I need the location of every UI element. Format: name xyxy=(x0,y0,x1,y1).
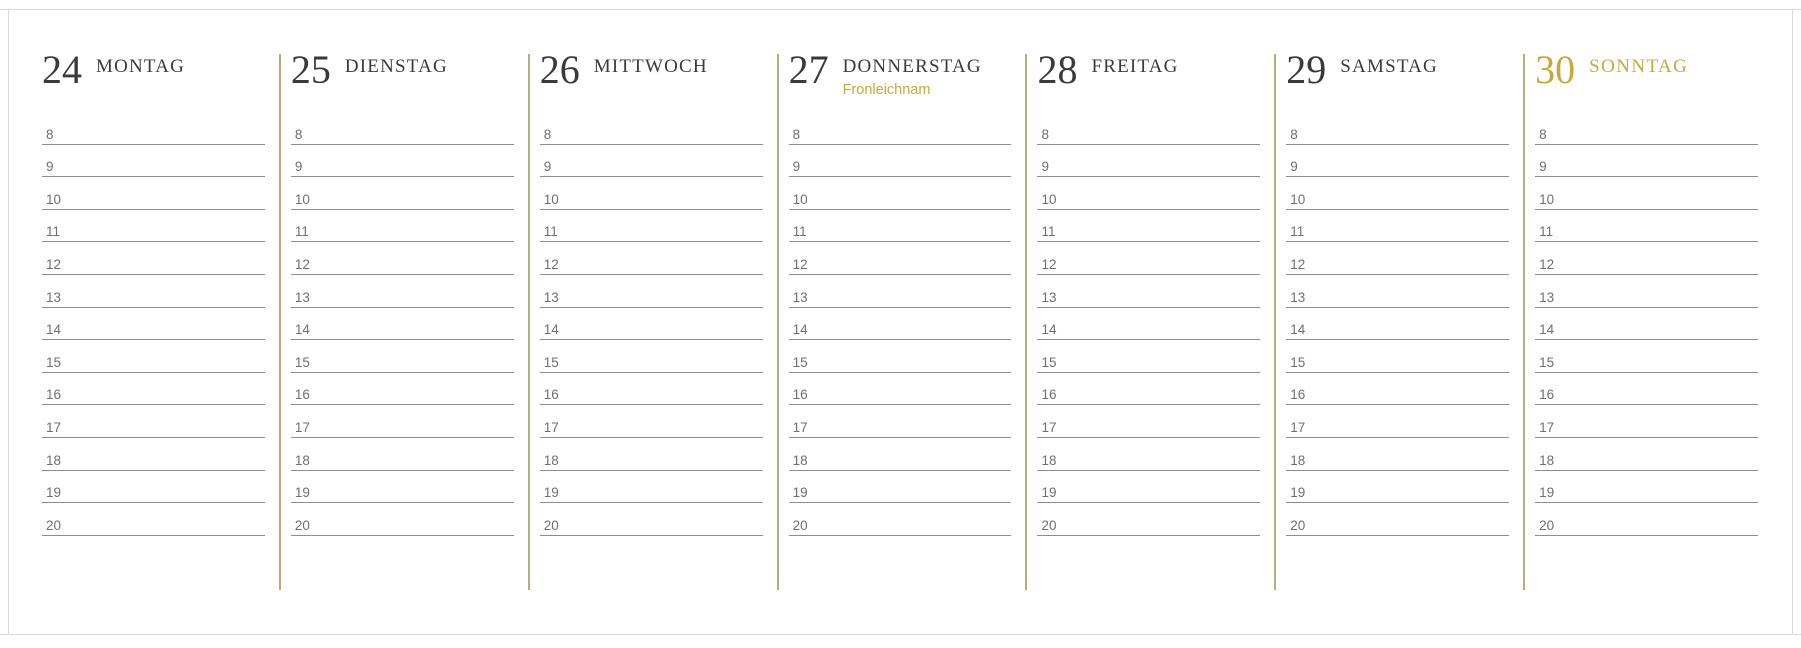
hour-label: 9 xyxy=(1290,159,1298,175)
hour-slot[interactable] xyxy=(291,177,514,210)
hour-line xyxy=(42,535,265,536)
hour-slot[interactable] xyxy=(1286,405,1509,438)
day-number: 26 xyxy=(539,47,580,92)
hour-slot[interactable] xyxy=(291,275,514,308)
hour-slot[interactable] xyxy=(1286,438,1509,471)
hour-label: 11 xyxy=(1539,224,1554,240)
hour-slot[interactable] xyxy=(1535,373,1758,406)
hour-slot[interactable] xyxy=(1286,471,1509,504)
hour-label: 13 xyxy=(294,289,310,305)
hour-label: 16 xyxy=(294,387,310,403)
hour-label: 16 xyxy=(1539,387,1555,403)
hour-label: 14 xyxy=(294,322,310,338)
hour-label: 8 xyxy=(1041,126,1049,142)
hour-label: 12 xyxy=(1041,256,1057,272)
hour-label: 11 xyxy=(1290,224,1305,240)
hour-slot[interactable] xyxy=(291,308,514,341)
hour-slot[interactable] xyxy=(1037,242,1260,275)
day-column-thursday[interactable] xyxy=(777,48,1026,608)
hour-slot[interactable] xyxy=(1286,308,1509,341)
hour-label: 18 xyxy=(543,452,559,468)
hour-slot[interactable] xyxy=(1535,145,1758,178)
hour-slot[interactable] xyxy=(789,112,1012,145)
hour-label: 11 xyxy=(46,224,61,240)
hour-label: 19 xyxy=(46,485,62,501)
hour-slot[interactable] xyxy=(1286,275,1509,308)
hour-label: 19 xyxy=(1539,485,1555,501)
hour-slot[interactable] xyxy=(540,145,763,178)
hour-slot[interactable] xyxy=(540,438,763,471)
hour-label: 19 xyxy=(1041,485,1057,501)
hour-slot[interactable] xyxy=(789,373,1012,406)
hour-slot[interactable] xyxy=(1037,373,1260,406)
hour-slot[interactable] xyxy=(540,242,763,275)
hour-slot[interactable] xyxy=(42,242,265,275)
hour-label: 17 xyxy=(1041,419,1057,435)
day-header xyxy=(1535,48,1772,106)
hour-slot[interactable] xyxy=(789,177,1012,210)
hour-slot[interactable] xyxy=(540,340,763,373)
hour-label: 17 xyxy=(1290,419,1306,435)
day-name: SAMSTAG xyxy=(1340,56,1438,77)
hour-slot[interactable] xyxy=(291,373,514,406)
hour-line xyxy=(1037,535,1260,536)
hour-label: 16 xyxy=(46,387,62,403)
hour-line xyxy=(1535,535,1758,536)
day-header xyxy=(42,48,279,106)
hour-slot[interactable] xyxy=(42,405,265,438)
hour-slot[interactable] xyxy=(540,275,763,308)
day-number: 25 xyxy=(290,47,331,92)
hour-slot[interactable] xyxy=(789,275,1012,308)
hour-slot[interactable] xyxy=(42,210,265,243)
hour-slot[interactable] xyxy=(789,145,1012,178)
hour-slot[interactable] xyxy=(789,340,1012,373)
column-divider xyxy=(777,54,779,590)
page-border-bottom xyxy=(0,634,1801,635)
hour-slot[interactable] xyxy=(291,210,514,243)
hour-slot[interactable] xyxy=(540,210,763,243)
hour-slot[interactable] xyxy=(540,177,763,210)
hour-slot[interactable] xyxy=(789,471,1012,504)
hour-slot[interactable] xyxy=(789,503,1012,536)
day-number: 29 xyxy=(1286,47,1327,92)
day-header xyxy=(1286,48,1523,106)
hour-slot[interactable] xyxy=(42,340,265,373)
hour-label: 12 xyxy=(46,256,62,272)
day-title-group xyxy=(345,56,448,82)
day-column-wednesday[interactable] xyxy=(528,48,777,608)
hour-label: 9 xyxy=(543,159,552,175)
hour-slot[interactable] xyxy=(42,503,265,536)
hour-label: 20 xyxy=(1041,517,1057,533)
day-number: 24 xyxy=(42,47,82,92)
day-header xyxy=(789,48,1026,106)
day-title-group xyxy=(1340,56,1438,82)
hour-slot[interactable] xyxy=(1286,145,1509,178)
hour-label: 8 xyxy=(294,126,303,142)
day-column-monday[interactable] xyxy=(30,48,279,608)
hour-slot[interactable] xyxy=(42,471,265,504)
day-number: 30 xyxy=(1535,47,1576,92)
hour-label: 16 xyxy=(792,387,808,403)
hour-label: 14 xyxy=(792,322,808,338)
hour-label: 9 xyxy=(1539,159,1547,175)
hour-label: 10 xyxy=(1539,191,1555,207)
hour-label: 8 xyxy=(1539,126,1547,142)
hour-slot[interactable] xyxy=(540,308,763,341)
hour-label: 13 xyxy=(1290,289,1306,305)
hour-label: 18 xyxy=(294,452,310,468)
hour-label: 14 xyxy=(1290,322,1306,338)
hour-label: 19 xyxy=(543,485,559,501)
hour-label: 20 xyxy=(792,517,808,533)
hour-label: 20 xyxy=(543,517,559,533)
hour-slots[interactable] xyxy=(1286,112,1523,536)
column-divider xyxy=(279,54,281,590)
hour-line xyxy=(1286,535,1509,536)
hour-label: 9 xyxy=(792,159,801,175)
hour-label: 20 xyxy=(1290,517,1306,533)
hour-slots[interactable] xyxy=(540,112,777,536)
hour-slot[interactable] xyxy=(42,308,265,341)
hour-slot[interactable] xyxy=(1286,340,1509,373)
day-number: 27 xyxy=(788,47,829,92)
hour-slot[interactable] xyxy=(1286,112,1509,145)
hour-label: 10 xyxy=(792,191,808,207)
hour-slot[interactable] xyxy=(42,177,265,210)
hour-slot[interactable] xyxy=(1535,275,1758,308)
hour-slot[interactable] xyxy=(1535,112,1758,145)
hour-slot[interactable] xyxy=(1535,177,1758,210)
hour-label: 11 xyxy=(294,224,309,240)
day-number: 28 xyxy=(1037,47,1078,92)
hour-slot[interactable] xyxy=(789,438,1012,471)
hour-slot[interactable] xyxy=(42,438,265,471)
hour-slot[interactable] xyxy=(42,275,265,308)
hour-label: 11 xyxy=(1041,224,1056,240)
hour-label: 17 xyxy=(1539,419,1555,435)
hour-label: 9 xyxy=(294,159,303,175)
hour-label: 15 xyxy=(1041,354,1057,370)
day-holiday-note: Fronleichnam xyxy=(842,82,931,98)
hour-slot[interactable] xyxy=(1037,471,1260,504)
day-name: FREITAG xyxy=(1091,56,1179,77)
hour-slot[interactable] xyxy=(1037,405,1260,438)
day-name: MONTAG xyxy=(96,56,186,77)
hour-slot[interactable] xyxy=(291,438,514,471)
hour-slot[interactable] xyxy=(1037,308,1260,341)
hour-slot[interactable] xyxy=(1037,177,1260,210)
day-column-tuesday[interactable] xyxy=(279,48,528,608)
day-name: DIENSTAG xyxy=(344,56,448,77)
hour-label: 17 xyxy=(543,419,559,435)
day-name: DONNERSTAG xyxy=(842,56,982,77)
day-column-saturday[interactable] xyxy=(1274,48,1523,608)
hour-label: 12 xyxy=(1539,256,1555,272)
page-border-top xyxy=(0,9,1801,10)
hour-slots[interactable] xyxy=(789,112,1026,536)
hour-label: 14 xyxy=(46,322,62,338)
hour-label: 12 xyxy=(1290,256,1306,272)
hour-slot[interactable] xyxy=(1535,242,1758,275)
day-header xyxy=(540,48,777,106)
hour-slot[interactable] xyxy=(1535,503,1758,536)
hour-slot[interactable] xyxy=(1286,177,1509,210)
hour-slot[interactable] xyxy=(1037,145,1260,178)
hour-label: 19 xyxy=(1290,485,1306,501)
hour-slot[interactable] xyxy=(1286,373,1509,406)
hour-slot[interactable] xyxy=(1286,210,1509,243)
hour-label: 11 xyxy=(543,224,558,240)
hour-label: 13 xyxy=(1539,289,1555,305)
hour-slot[interactable] xyxy=(1535,308,1758,341)
column-divider xyxy=(1274,54,1276,590)
hour-slot[interactable] xyxy=(42,145,265,178)
hour-label: 17 xyxy=(46,419,62,435)
hour-slot[interactable] xyxy=(540,503,763,536)
hour-slots[interactable] xyxy=(42,112,279,536)
hour-slot[interactable] xyxy=(1037,112,1260,145)
day-title-group xyxy=(1091,56,1178,82)
hour-slot[interactable] xyxy=(1535,471,1758,504)
hour-slots[interactable] xyxy=(1535,112,1772,536)
hour-line xyxy=(291,535,514,536)
day-name: MITTWOCH xyxy=(593,56,708,77)
hour-label: 20 xyxy=(1539,517,1555,533)
hour-slot[interactable] xyxy=(42,112,265,145)
hour-slot[interactable] xyxy=(42,373,265,406)
hour-label: 12 xyxy=(543,256,559,272)
hour-slot[interactable] xyxy=(291,242,514,275)
hour-slot[interactable] xyxy=(1535,210,1758,243)
hour-slot[interactable] xyxy=(1535,405,1758,438)
hour-label: 12 xyxy=(294,256,310,272)
hour-label: 18 xyxy=(792,452,808,468)
hour-slot[interactable] xyxy=(540,112,763,145)
hour-label: 10 xyxy=(294,191,310,207)
hour-label: 20 xyxy=(46,517,62,533)
hour-label: 16 xyxy=(1290,387,1306,403)
day-title-group xyxy=(1589,56,1688,82)
hour-label: 15 xyxy=(543,354,559,370)
hour-label: 10 xyxy=(543,191,559,207)
day-header xyxy=(1037,48,1274,106)
hour-slot[interactable] xyxy=(1535,340,1758,373)
hour-slot[interactable] xyxy=(1037,438,1260,471)
hour-slot[interactable] xyxy=(540,471,763,504)
hour-label: 15 xyxy=(792,354,808,370)
hour-slot[interactable] xyxy=(540,373,763,406)
hour-label: 9 xyxy=(1041,159,1049,175)
column-divider xyxy=(1025,54,1027,590)
hour-label: 15 xyxy=(1539,354,1555,370)
hour-slot[interactable] xyxy=(789,308,1012,341)
week-columns xyxy=(30,48,1772,608)
hour-slot[interactable] xyxy=(1037,275,1260,308)
hour-label: 18 xyxy=(46,452,62,468)
day-title-group xyxy=(843,56,982,98)
hour-slot[interactable] xyxy=(291,145,514,178)
day-column-friday[interactable] xyxy=(1025,48,1274,608)
day-title-group xyxy=(96,56,185,82)
day-header xyxy=(291,48,528,106)
hour-label: 16 xyxy=(1041,387,1057,403)
hour-label: 9 xyxy=(46,159,54,175)
hour-label: 11 xyxy=(792,224,807,240)
column-divider xyxy=(1523,54,1525,590)
hour-slot[interactable] xyxy=(1286,503,1509,536)
column-divider xyxy=(528,54,530,590)
hour-slot[interactable] xyxy=(291,340,514,373)
day-title-group xyxy=(594,56,708,82)
hour-slot[interactable] xyxy=(1037,210,1260,243)
hour-label: 15 xyxy=(1290,354,1306,370)
hour-label: 12 xyxy=(792,256,808,272)
hour-label: 8 xyxy=(1290,126,1298,142)
hour-slot[interactable] xyxy=(291,503,514,536)
page-border-left xyxy=(8,9,9,635)
hour-slot[interactable] xyxy=(1286,242,1509,275)
hour-label: 14 xyxy=(1041,322,1057,338)
hour-slot[interactable] xyxy=(1037,503,1260,536)
hour-label: 18 xyxy=(1290,452,1306,468)
column-divider xyxy=(30,54,32,590)
hour-label: 17 xyxy=(792,419,808,435)
hour-label: 19 xyxy=(294,485,310,501)
hour-slot[interactable] xyxy=(1037,340,1260,373)
hour-slots[interactable] xyxy=(1037,112,1274,536)
page-border-right xyxy=(1792,9,1793,635)
hour-label: 8 xyxy=(543,126,552,142)
hour-label: 16 xyxy=(543,387,559,403)
hour-line xyxy=(540,535,763,536)
hour-slot[interactable] xyxy=(540,405,763,438)
hour-label: 8 xyxy=(792,126,801,142)
hour-label: 13 xyxy=(46,289,62,305)
hour-slot[interactable] xyxy=(789,405,1012,438)
hour-label: 19 xyxy=(792,485,808,501)
hour-label: 10 xyxy=(1041,191,1057,207)
hour-label: 13 xyxy=(1041,289,1057,305)
hour-label: 18 xyxy=(1539,452,1555,468)
hour-label: 14 xyxy=(1539,322,1555,338)
hour-label: 13 xyxy=(543,289,559,305)
hour-slot[interactable] xyxy=(291,112,514,145)
hour-label: 17 xyxy=(294,419,310,435)
hour-label: 10 xyxy=(1290,191,1306,207)
hour-slot[interactable] xyxy=(1535,438,1758,471)
hour-label: 13 xyxy=(792,289,808,305)
hour-label: 18 xyxy=(1041,452,1057,468)
hour-label: 8 xyxy=(46,126,54,142)
hour-label: 15 xyxy=(46,354,62,370)
day-name: SONNTAG xyxy=(1589,56,1689,77)
day-column-sunday[interactable] xyxy=(1523,48,1772,608)
hour-label: 20 xyxy=(294,517,310,533)
hour-slot[interactable] xyxy=(789,210,1012,243)
hour-slot[interactable] xyxy=(291,471,514,504)
hour-label: 14 xyxy=(543,322,559,338)
hour-slot[interactable] xyxy=(789,242,1012,275)
hour-label: 15 xyxy=(294,354,310,370)
hour-slots[interactable] xyxy=(291,112,528,536)
hour-line xyxy=(789,535,1012,536)
hour-label: 10 xyxy=(46,191,62,207)
hour-slot[interactable] xyxy=(291,405,514,438)
